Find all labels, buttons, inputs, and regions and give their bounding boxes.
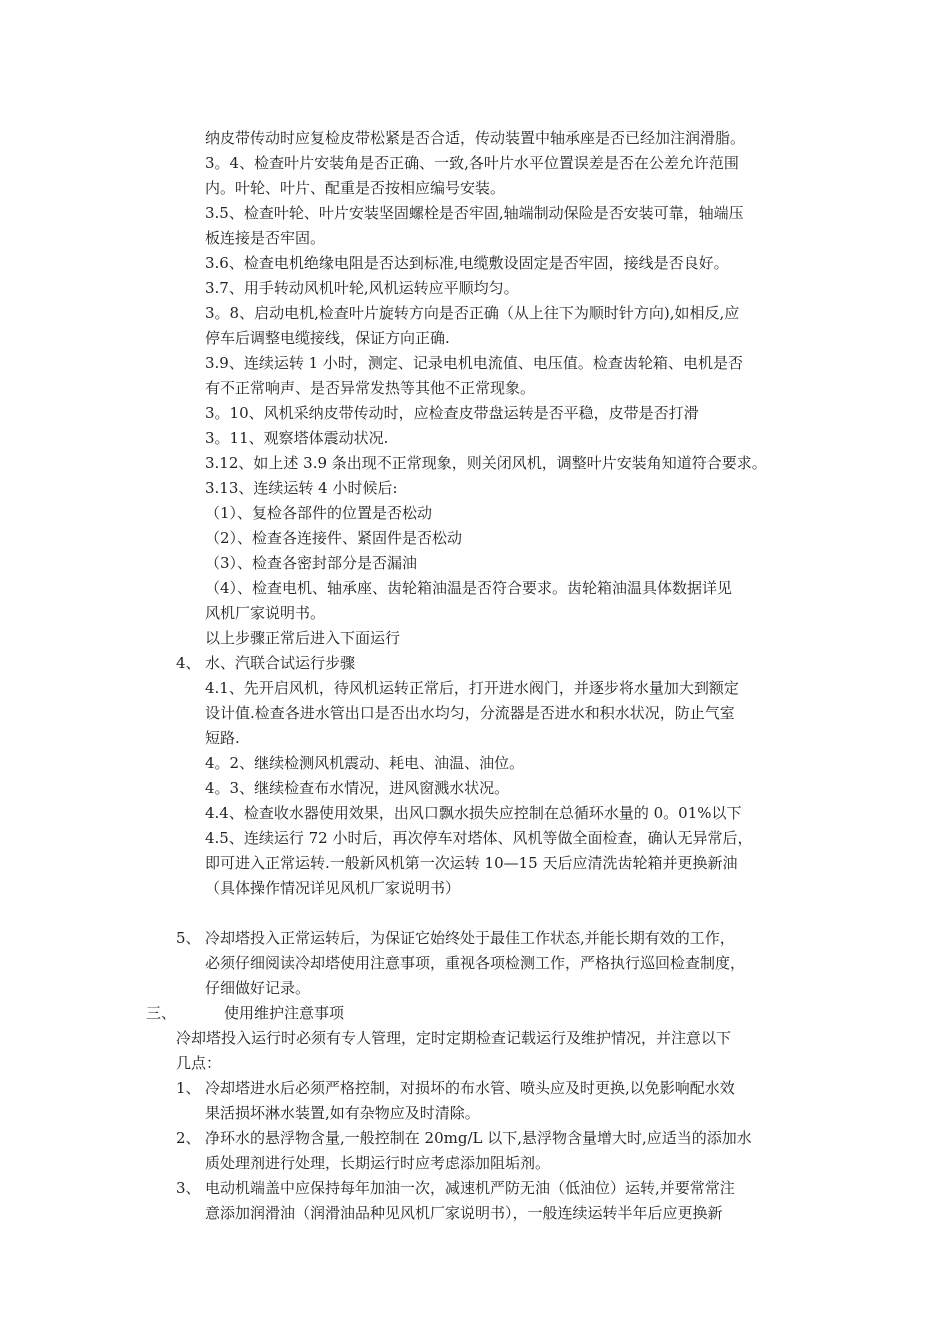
text-line: 几点： [176, 1054, 222, 1072]
text-line: 风机厂家说明书。 [205, 604, 326, 622]
heading-number: 三、 [146, 1004, 177, 1022]
text-line: 质处理剂进行处理，长期运行时应考虑添加阻垢剂。 [205, 1154, 551, 1172]
text-line: 4.5、连续运行 72 小时后，再次停车对塔体、风机等做全面检查，确认无异常后， [205, 829, 753, 847]
text-line: 有不正常响声、是否异常发热等其他不正常现象。 [205, 379, 536, 397]
text-line: 板连接是否牢固。 [205, 229, 326, 247]
text-line: 3。11、观察塔体震动状况. [205, 429, 389, 447]
text-line: 3。10、风机采纳皮带传动时，应检查皮带盘运转是否平稳，皮带是否打滑 [205, 404, 699, 422]
text-line: （2）、检查各连接件、紧固件是否松动 [205, 529, 463, 547]
list-number: 4、 [176, 654, 201, 672]
text-line: 冷却塔投入运行时必须有专人管理，定时定期检查记载运行及维护情况，并注意以下 [176, 1029, 732, 1047]
text-line: （3）、检查各密封部分是否漏油 [205, 554, 418, 572]
text-line: （4）、检查电机、轴承座、齿轮箱油温是否符合要求。齿轮箱油温具体数据详见 [205, 579, 733, 597]
text-line: 净环水的悬浮物含量,一般控制在 20mg/L 以下,悬浮物含量增大时,应适当的添加水 [205, 1129, 752, 1147]
text-line: 设计值.检查各进水管出口是否出水均匀，分流器是否进水和积水状况，防止气室 [205, 704, 735, 722]
text-line: 4。2、继续检测风机震动、耗电、油温、油位。 [205, 754, 525, 772]
text-line: 电动机端盖中应保持每年加油一次，减速机严防无油（低油位）运转,并要常常注 [205, 1179, 735, 1197]
text-line: （1）、复检各部件的位置是否松动 [205, 504, 433, 522]
list-number: 5、 [176, 929, 201, 947]
text-line: 内。叶轮、叶片、配重是否按相应编号安装。 [205, 179, 506, 197]
text-line: 冷却塔进水后必须严格控制，对损坏的布水管、喷头应及时更换,以免影响配水效 [205, 1079, 735, 1097]
text-line: 4。3、继续检查布水情况，进风窗溅水状况。 [205, 779, 510, 797]
text-line: 必须仔细阅读冷却塔使用注意事项，重视各项检测工作，严格执行巡回检查制度， [205, 954, 746, 972]
list-number: 3、 [176, 1179, 201, 1197]
text-line: 即可进入正常运转.一般新风机第一次运转 10—15 天后应清洗齿轮箱并更换新油 [205, 854, 738, 872]
text-line: 纳皮带传动时应复检皮带松紧是否合适，传动装置中轴承座是否已经加注润滑脂。 [205, 129, 746, 147]
text-line: 3.7、用手转动风机叶轮,风机运转应平顺均匀。 [205, 279, 519, 297]
text-line: 停车后调整电缆接线，保证方向正确. [205, 329, 450, 347]
text-line: 4.1、先开启风机，待风机运转正常后，打开进水阀门，并逐步将水量加大到额定 [205, 679, 739, 697]
text-line: 仔细做好记录。 [205, 979, 311, 997]
text-line: 短路. [205, 729, 240, 747]
text-line: 3。4、检查叶片安装角是否正确、一致,各叶片水平位置误差是否在公差允许范围 [205, 154, 739, 172]
text-line: 冷却塔投入正常运转后，为保证它始终处于最佳工作状态,并能长期有效的工作， [205, 929, 735, 947]
section-heading: 使用维护注意事项 [224, 1004, 345, 1022]
text-line: 3。8、启动电机,检查叶片旋转方向是否正确（从上往下为顺时针方向),如相反,应 [205, 304, 740, 322]
list-number: 2、 [176, 1129, 201, 1147]
list-number: 1、 [176, 1079, 201, 1097]
section-heading: 水、汽联合试运行步骤 [205, 654, 356, 672]
text-line: 3.13、连续运转 4 小时候后: [205, 479, 398, 497]
text-line: 3.12、如上述 3.9 条出现不正常现象，则关闭风机，调整叶片安装角知道符合要求。 [205, 454, 767, 472]
text-line: 3.5、检查叶轮、叶片安装坚固螺栓是否牢固,轴端制动保险是否安装可靠，轴端压 [205, 204, 744, 222]
text-line: 3.6、检查电机绝缘电阻是否达到标准,电缆敷设固定是否牢固，接线是否良好。 [205, 254, 729, 272]
text-line: 以上步骤正常后进入下面运行 [205, 629, 401, 647]
text-line: （具体操作情况详见风机厂家说明书） [205, 879, 461, 897]
text-line: 果活损坏淋水装置,如有杂物应及时清除。 [205, 1104, 480, 1122]
text-line: 3.9、连续运转 1 小时，测定、记录电机电流值、电压值。检查齿轮箱、电机是否 [205, 354, 743, 372]
text-line: 意添加润滑油（润滑油品种见风机厂家说明书），一般连续运转半年后应更换新 [205, 1204, 723, 1222]
text-line: 4.4、检查收水器使用效果，出风口飘水损失应控制在总循环水量的 0。01%以下 [205, 804, 742, 822]
